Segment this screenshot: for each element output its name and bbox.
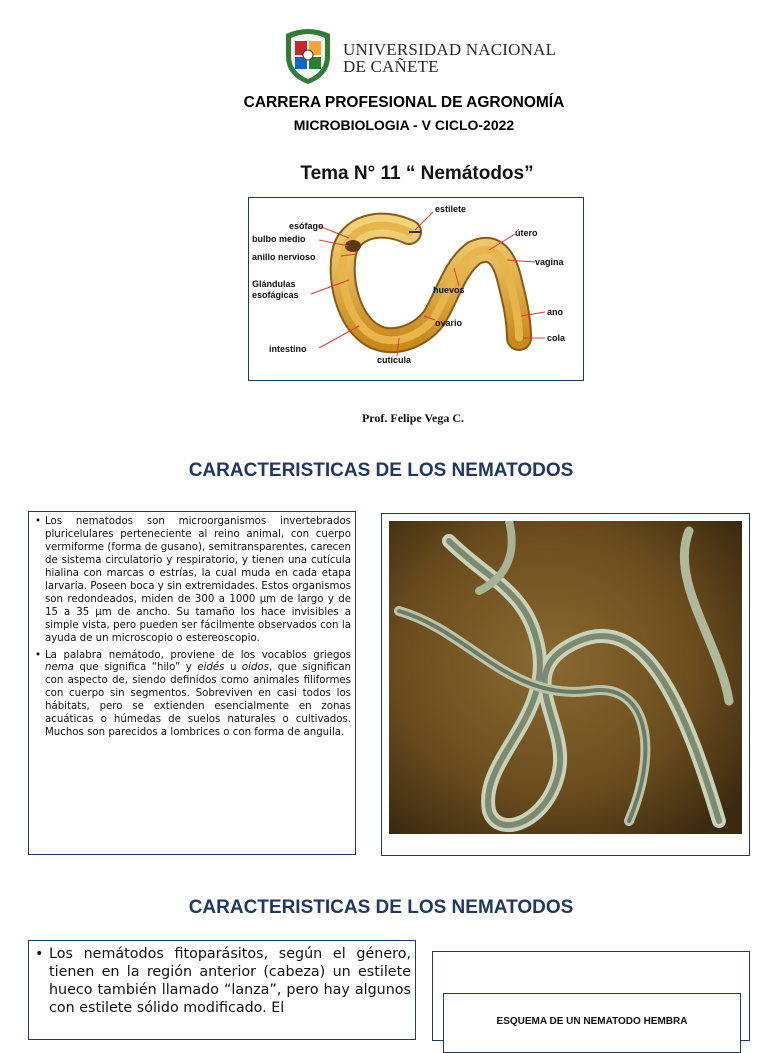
professor-name: Prof. Felipe Vega C. — [361, 411, 465, 425]
section2-text-box — [28, 940, 416, 1040]
label-bulbo-medio: bulbo medio — [252, 234, 306, 244]
label-anillo-nervioso: anillo nervioso — [252, 252, 316, 262]
bullet: • — [35, 516, 42, 527]
paragraph-text-b: que significa “hilo” y — [73, 662, 198, 674]
university-name-line2: DE CAÑETE — [343, 57, 439, 76]
word-nema: nema — [45, 662, 74, 674]
section1-paragraph-1 — [33, 516, 351, 646]
university-crest-logo — [282, 26, 334, 86]
label-huevos: huevos — [433, 285, 465, 295]
section2-paragraph-1 — [33, 945, 411, 1017]
paragraph-text-c: u — [224, 662, 242, 674]
bullet: • — [35, 946, 44, 962]
section2-diagram-inner — [443, 993, 741, 1053]
label-ano: ano — [547, 307, 564, 317]
section1-paragraph-2 — [33, 650, 351, 741]
label-glandulas: Glándulas — [252, 279, 296, 289]
paragraph-text: Los nemátodos fitoparásitos, según el género, tienen en la región anterior (cabeza) un estilete hueco también llamado “lanza”, pero hay algunos con estilete sólido modificado. El — [49, 946, 411, 1016]
diagram-title: ESQUEMA DE UN NEMATODO HEMBRA — [496, 1016, 688, 1027]
nematode-micrograph-frame — [381, 513, 750, 856]
bullet: • — [35, 649, 42, 661]
paragraph-text-a: La palabra nemátodo, proviene de los vocablos griegos — [45, 649, 351, 661]
label-estilete: estilete — [435, 204, 467, 214]
word-oidos: oidos — [241, 662, 269, 674]
university-name — [343, 41, 556, 75]
topic-title: Tema N° 11 “ Nemátodos” — [300, 163, 534, 184]
nematode-diagram — [248, 197, 584, 381]
label-ovario: ovario — [435, 318, 463, 328]
section1-heading: CARACTERISTICAS DE LOS NEMATODOS — [188, 460, 574, 481]
label-utero: útero — [515, 228, 538, 238]
paragraph-text: Los nematodos son microorganismos invertebrados pluricelulares perteneciente al reino animal, con cuerpo vermiforme (forma de gusano), semitransparentes, carecen de sistema circulatorio y respiratorio, y tienen una cutícula hialina con marcas o estrías, la cual muda en cada etapa larvaria. Poseen boca y sin extremidades. Estos organismos son redondeados, miden de 300 a 1000 µm de largo y de 15 a 35 µm de ancho. Su tamaño los hace invisibles a simple vista, pero pueden ser fácilmente observados con la ayuda de un microscopio o estereoscopio. — [45, 516, 351, 644]
university-name-line1: UNIVERSIDAD NACIONAL — [343, 40, 557, 59]
label-intestino: intestino — [269, 344, 307, 354]
label-vagina: vagina — [535, 257, 564, 267]
career-title: CARRERA PROFESIONAL DE AGRONOMÍA — [243, 94, 565, 111]
section2-heading: CARACTERISTICAS DE LOS NEMATODOS — [188, 897, 574, 918]
word-eides: eidés — [197, 662, 225, 674]
label-cola: cola — [547, 333, 566, 343]
paragraph-text-d: , que significan con aspecto de, siendo definidos como animales filiformes con cuerpo sin segmentos. Sobreviven en casi todos los hábitats, pero se extienden esencialmente en zonas acuáticas o húmedas de suelos naturales o cultivados. Muchos son parecidos a lombrices o con forma de anguila. — [45, 662, 352, 739]
label-esofagicas: esofágicas — [252, 290, 299, 300]
label-esofago: esófago — [289, 221, 324, 231]
course-title: MICROBIOLOGIA - V CICLO-2022 — [293, 117, 515, 133]
nematode-micrograph — [389, 521, 742, 834]
label-cuticula: cutícula — [377, 355, 412, 365]
section2-diagram-box — [432, 951, 750, 1041]
section1-text-box — [28, 511, 356, 855]
